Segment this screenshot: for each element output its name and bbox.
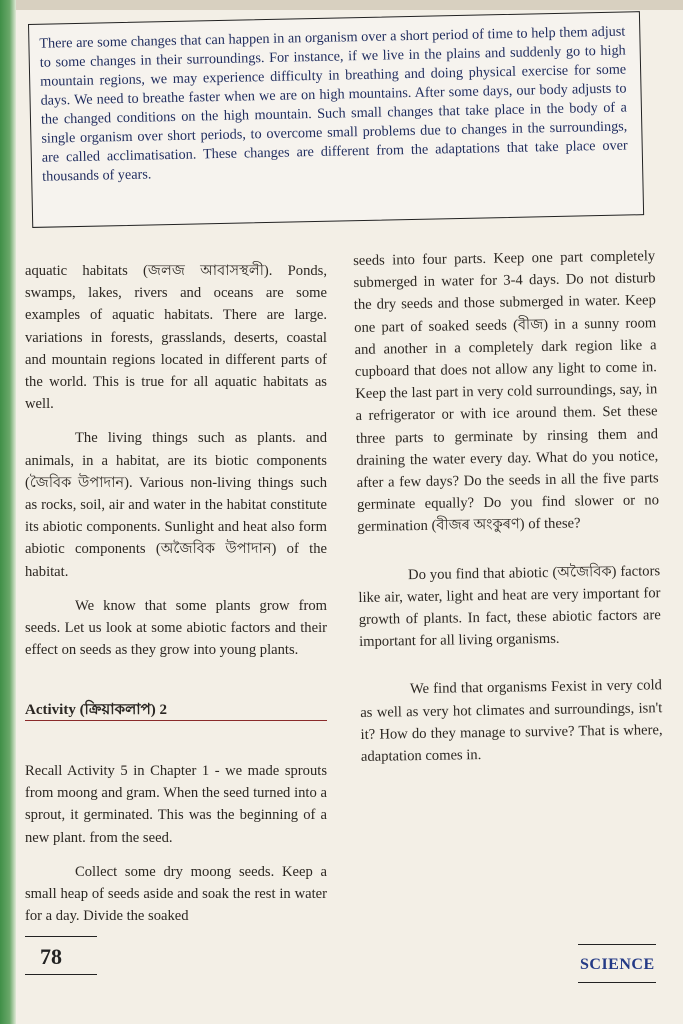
right-para-3: We find that organisms Fexist in very cold as well as very hot climates and surroundings, isn't it? How do they manage to survive? That is where, adaptation comes in. — [360, 677, 663, 765]
page-number-rule-bottom — [25, 974, 97, 975]
activity-heading: Activity (ক্রিয়াকলাপ) 2 — [25, 702, 168, 718]
subject-label: SCIENCE — [580, 956, 655, 973]
left-column — [25, 260, 327, 661]
subject-rule-top — [578, 944, 656, 945]
right-column — [353, 245, 663, 768]
page-number: 78 — [40, 944, 62, 969]
top-page-edge — [16, 0, 683, 10]
left-para-1: aquatic habitats (জলজ আবাসস্থলী). Ponds, swamps, lakes, rivers and oceans are some examples of aquatic habitats. There are large. variations in forests, grasslands, deserts, coastal and mountain regions located in different parts of the world. This is true for all aquatic habitats as well. — [25, 263, 327, 413]
left-column-lower — [25, 760, 327, 927]
page-number-rule-top — [25, 936, 97, 937]
right-para-1: seeds into four parts. Keep one part completely submerged in water for 3-4 days. Do not disturb the dry seeds and those submerged in water. Keep one part of soaked seeds (বীজ) in a sunny room and another in a completely dark region like a cupboard that does not allow any light to come in. Keep the last part in very cold surroundings, say, in a refrigerator or with ice around them. Set these three parts to germinate by rinsing them and draining the water every day. What do you notice, after a few days? Do the seeds in all the five parts germinate equally? Do you find slower or no germination (বীজৰ অংকুৰণ) of these? — [353, 248, 660, 536]
left-para-3: We know that some plants grow from seeds. Let us look at some abiotic factors and their effect on seeds as they grow into young plants. — [25, 597, 327, 659]
left-para-4: Recall Activity 5 in Chapter 1 - we made sprouts from moong and gram. When the seed turned into a sprout, it germinated. This was the beginning of a new plant. from the seed. — [25, 763, 327, 846]
activity-underline — [25, 720, 327, 721]
page-edge-strip — [0, 0, 16, 1024]
left-para-5: Collect some dry moong seeds. Keep a small heap of seeds aside and soak the rest in water for a day. Divide the soaked — [25, 863, 327, 925]
left-para-2: The living things such as plants. and animals, in a habitat, are its biotic components (জৈবিক উপাদান). Various non-living things such as rocks, soil, air and water in the habitat constitute its abiotic components. Sunlight and heat also form abiotic components (অজৈবিক উপাদান) of the habitat. — [25, 430, 327, 580]
box-text: There are some changes that can happen in an organism over a short period of time to help them adjust to some changes in their surroundings. For instance, if we live in the plains and suddenly go to high mountain regions, we may experience difficulty in breathing and doing physical exercise for some days. We need to breathe faster when we are on high mountains. After some days, our body adjusts to the changed conditions on the high mountain. Such small changes that take place in the body of a single organism over short periods, to overcome small problems due to changes in the surroundings, are called acclimatisation. These changes are different from the adaptations that take place over thousands of years. — [39, 23, 628, 185]
subject-rule-bottom — [578, 982, 656, 983]
right-para-2: Do you find that abiotic (অজৈবিক) factors like air, water, light and heat are very important for growth of plants. In fact, these abiotic factors are important for all living organisms. — [358, 562, 661, 651]
acclimatisation-box — [28, 11, 644, 228]
